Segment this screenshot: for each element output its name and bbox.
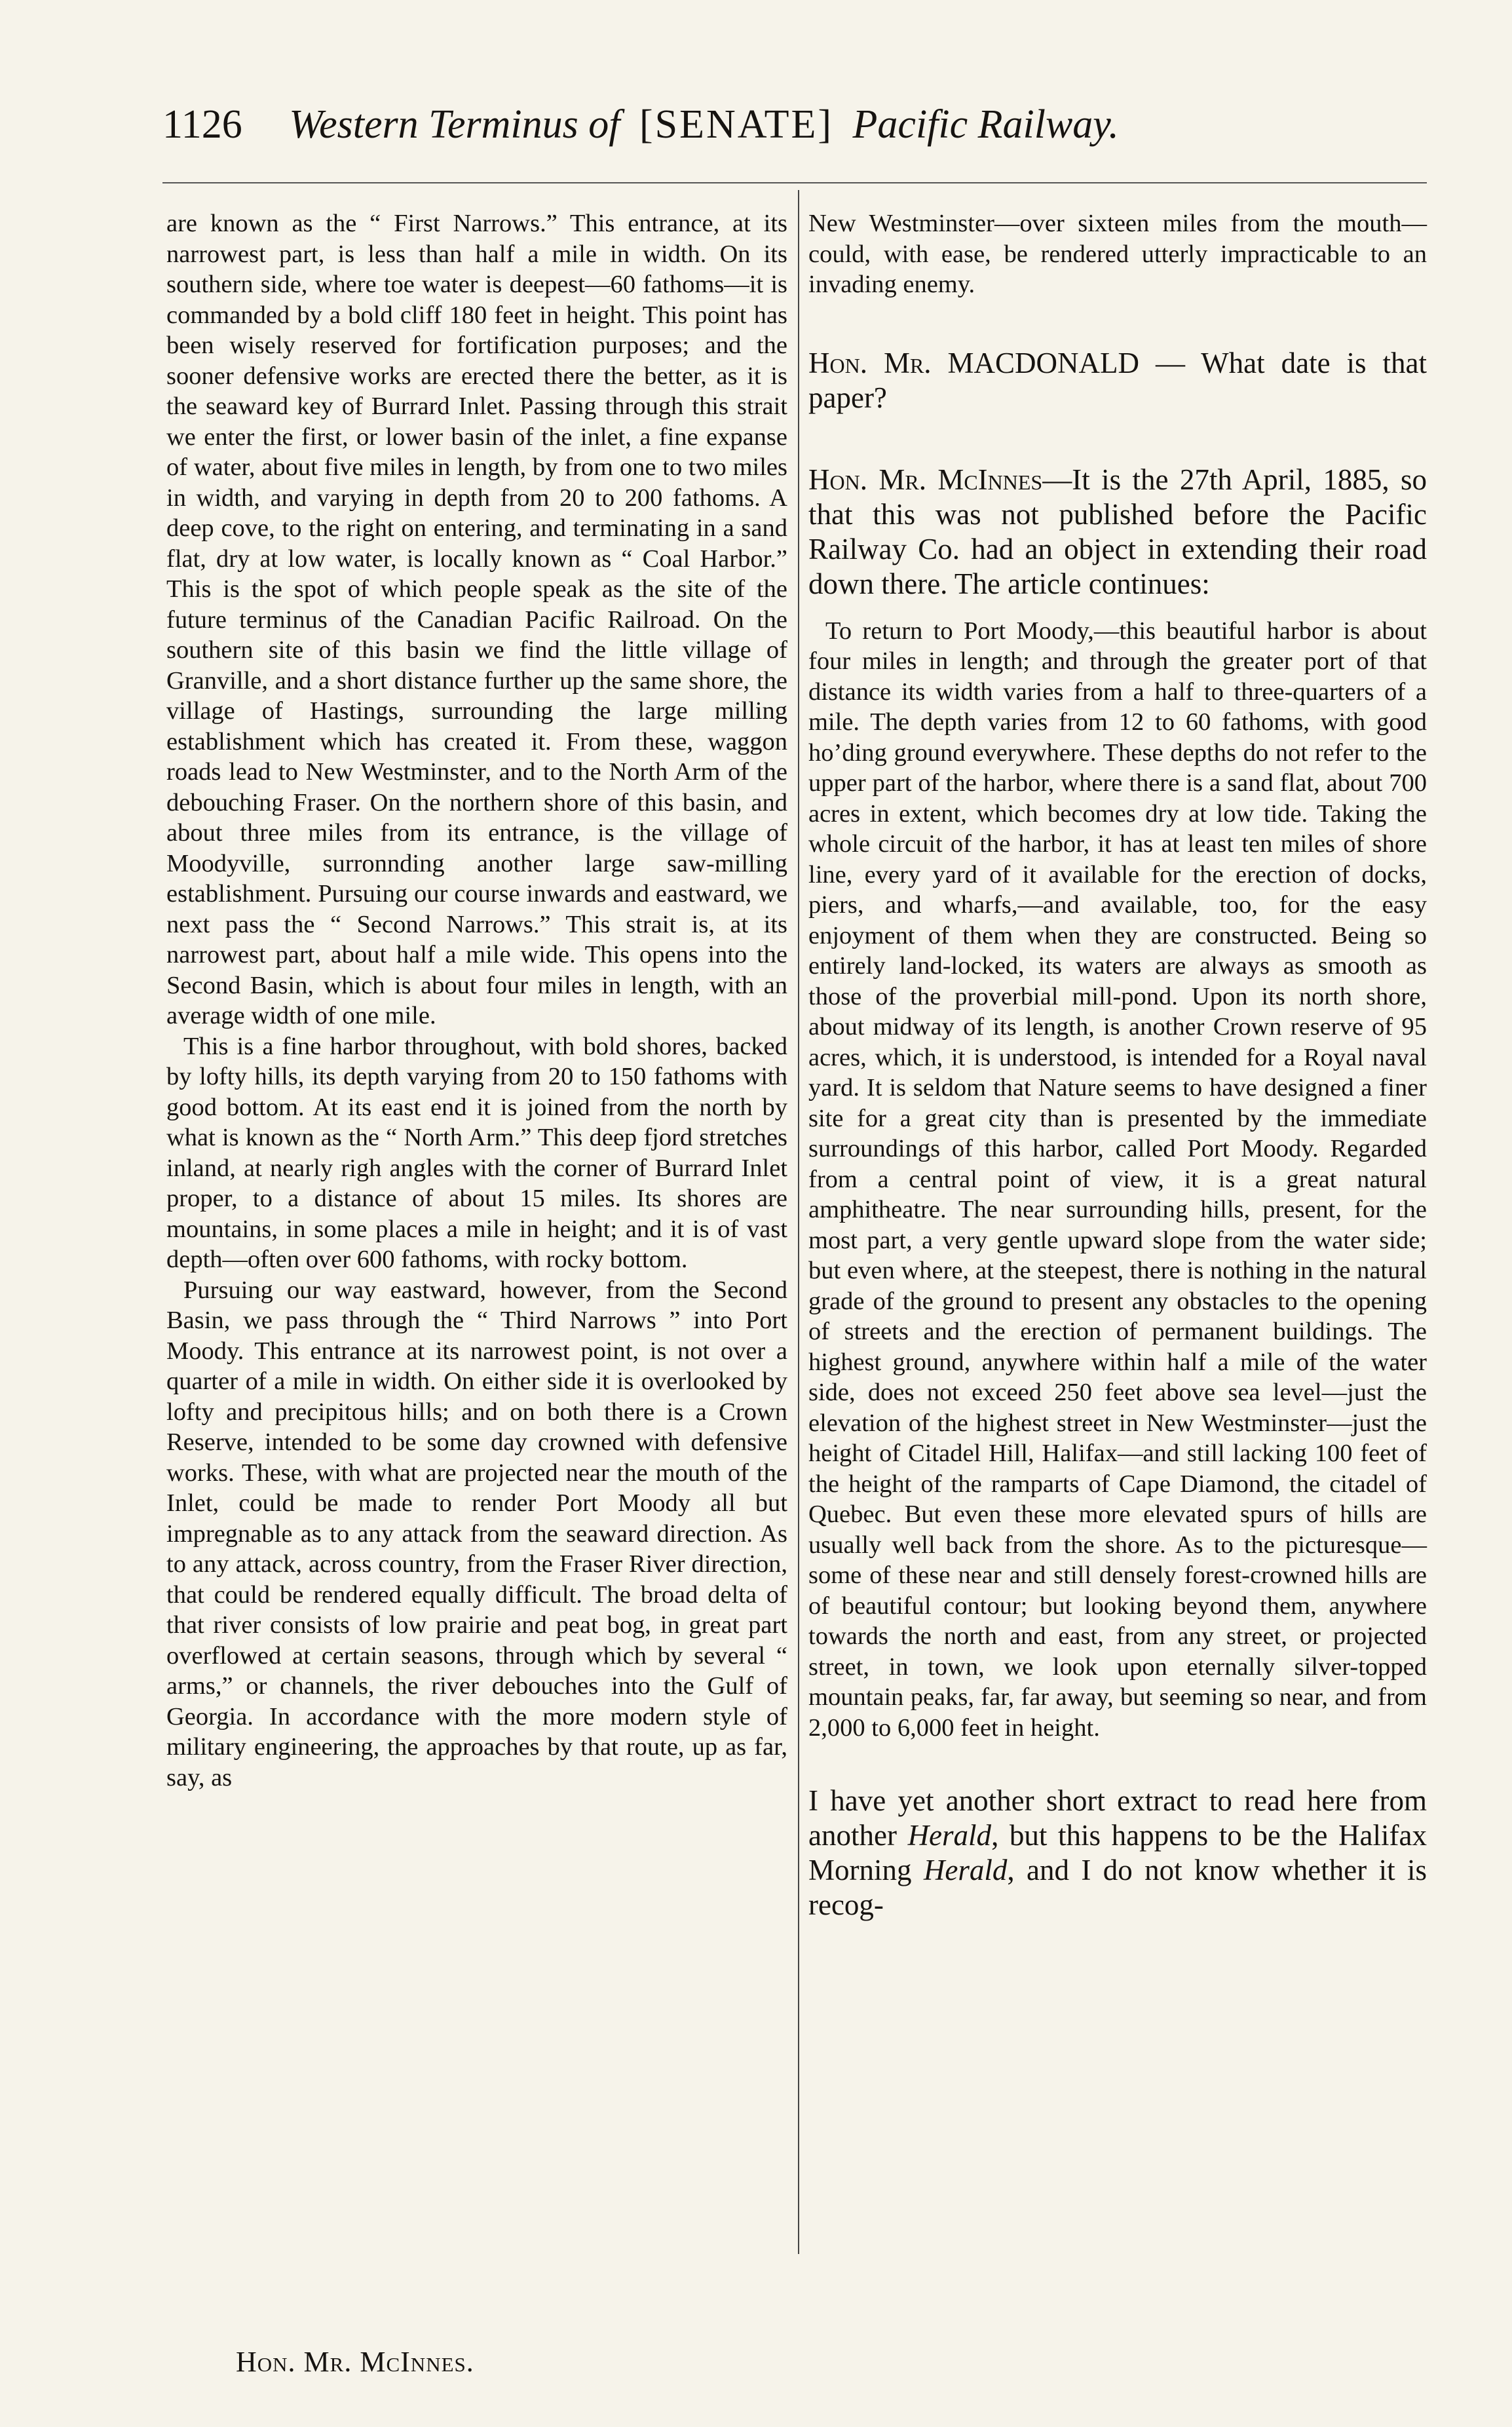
right-paragraph-final — [808, 1784, 1427, 1922]
chamber-label: [SENATE] — [639, 102, 834, 147]
speech-mcinnes — [808, 463, 1427, 602]
left-paragraph-2: This is a fine harbor throughout, with bold shores, backed by lofty hills, its depth varying from 20 to 150 fathoms with good bottom. At its east end it is joined from the north by what is known as the “ North Arm.” This deep fjord stretches inland, at nearly righ angles with the corner of Burrard Inlet proper, to a distance of about 15 miles. Its shores are mountains, in some places a mile in height; and it is of vast depth—often over 600 fathoms, with rocky bottom. — [166, 1032, 787, 1273]
herald-title-2: Herald — [923, 1854, 1008, 1886]
footer-speaker: Hon. Mr. McInnes. — [236, 2346, 474, 2378]
final-text-mid: , but this happens to be the Halifax Morning — [808, 1819, 1427, 1886]
right-paragraph-continued: New Westminster—over sixteen miles from the mouth—could, with ease, be rendered utterly impracticable to an invading enemy. — [808, 210, 1427, 298]
left-paragraph-1: are known as the “ First Narrows.” This entrance, at its narrowest part, is less than half a mile in width. On its southern side, where toe water is deepest—60 fathoms—it is commanded by a bold cliff 180 feet in height. This point has been wisely reserved for fortification purposes; and the sooner defensive works are erected there the better, as it is the seaward key of Burrard Inlet. Passing through this strait we enter the first, or lower basin of the inlet, a fine expanse of water, about five miles in length, by from one to two miles in width, and varying in depth from 20 to 200 fathoms. A deep cove, to the right on entering, and terminating in a sand flat, dry at low water, is locally known as “ Coal Harbor.” This is the spot of which people speak as the site of the future terminus of the Canadian Pacific Railroad. On the southern site of this basin we find the little village of Granville, and a short distance further up the same shore, the village of Hastings, surrounding the large milling establishment which has created it. From these, waggon roads lead to New Westminster, and to the North Arm of the debouching Fraser. On the northern shore of this basin, and about three miles from its entrance, is the village of Moodyville, surronnding another large saw-milling establishment. Pursuing our course inwards and eastward, we next pass the “ Second Narrows.” This strait is, at its narrowest part, about half a mile wide. This opens into the Second Basin, which is about four miles in length, with an average width of one mile. — [166, 210, 787, 1029]
speech-macdonald — [808, 346, 1427, 415]
final-text-start: I have yet another short extract to read here from another — [808, 1784, 1427, 1852]
speaker-mcinnes: Hon. Mr. McInnes — [808, 463, 1043, 496]
speech-mcinnes-text: —It is the 27th April, 1885, so that this was not published before the Pacific Railway Co. had an object in extending their road down there. The article continues: — [808, 463, 1427, 600]
herald-title-1: Herald — [907, 1819, 992, 1852]
left-column — [166, 208, 787, 1793]
quoted-article: To return to Port Moody,—this beautiful harbor is about four miles in length; and through the greater port of that distance its width varies from a half to three-quarters of a mile. The depth varies from 12 to 60 fathoms, with good ho’ding ground everywhere. These depths do not refer to the upper part of the harbor, where there is a sand flat, about 700 acres in extent, which becomes dry at low tide. Taking the whole circuit of the harbor, it has at least ten miles of shore line, every yard of it available for the erection of docks, piers, and wharfs,—and available, too, for the easy enjoyment of them when they are constructed. Being so entirely land-locked, its waters are always as smooth as those of the proverbial mill-pond. Upon its north shore, about midway of its length, is another Crown reserve of 95 acres, which, it is understood, is intended for a Royal naval yard. It is seldom that Nature seems to have designed a finer site for a great city than is presented by the immediate surroundings of this harbor, called Port Moody. Regarded from a central point of view, it is a great natural amphitheatre. The near surrounding hills, present, for the most part, a very gentle upward slope from the water side; but even where, at the steepest, there is nothing in the natural grade of the ground to present any obstacles to the opening of streets and the erection of permanent buildings. The highest ground, anywhere within half a mile of the water side, does not exceed 250 feet above sea level—just the elevation of the highest street in New Westminster—just the height of Citadel Hill, Halifax—and still lacking 100 feet of the height of the ramparts of Cape Diamond, the citadel of Quebec. But even these more elevated spurs of hills are usually well back from the shore. As to the picturesque—some of these near and still densely forest-crowned hills are of beautiful contour; but looking beyond them, anywhere towards the north and east, from any street, or projected street, in town, we look upon eternally silver-topped mountain peaks, far, far away, but seeming so near, and from 2,000 to 6,000 feet in height. — [808, 617, 1427, 1742]
final-text-end: , and I do not know whether it is recog- — [808, 1854, 1427, 1921]
left-paragraph-3: Pursuing our way eastward, however, from the Second Basin, we pass through the “ Third Narrows ” into Port Moody. This entrance at its narrowest point, is not over a quarter of a mile in width. On either side it is overlooked by lofty and precipitous hills; and on both there is a Crown Reserve, intended to be some day crowned with defensive works. These, with what are projected near the mouth of the Inlet, could be made to render Port Moody all but impregnable as to any attack from the seaward direction. As to any attack, across country, from the Fraser River direction, that could be rendered equally difficult. The broad delta of that river consists of low prairie and peat bog, in great part overflowed at certain seasons, through which by several “ arms,” or channels, the river debouches into the Gulf of Georgia. In accordance with the more modern style of military engineering, the approaches by that route, up as far, say, as — [166, 1276, 787, 1791]
speaker-macdonald: Hon. Mr. MACDONALD — [808, 346, 1140, 379]
speech-macdonald-text: — What date is that paper? — [808, 346, 1427, 414]
running-title-left: Western Terminus of — [289, 102, 620, 147]
column-rule — [798, 190, 799, 2254]
running-title-right: Pacific Railway. — [852, 102, 1119, 147]
right-column — [808, 208, 1427, 1922]
page-number: 1126 — [162, 102, 242, 147]
header-rule — [162, 182, 1427, 183]
running-head — [162, 97, 1420, 152]
